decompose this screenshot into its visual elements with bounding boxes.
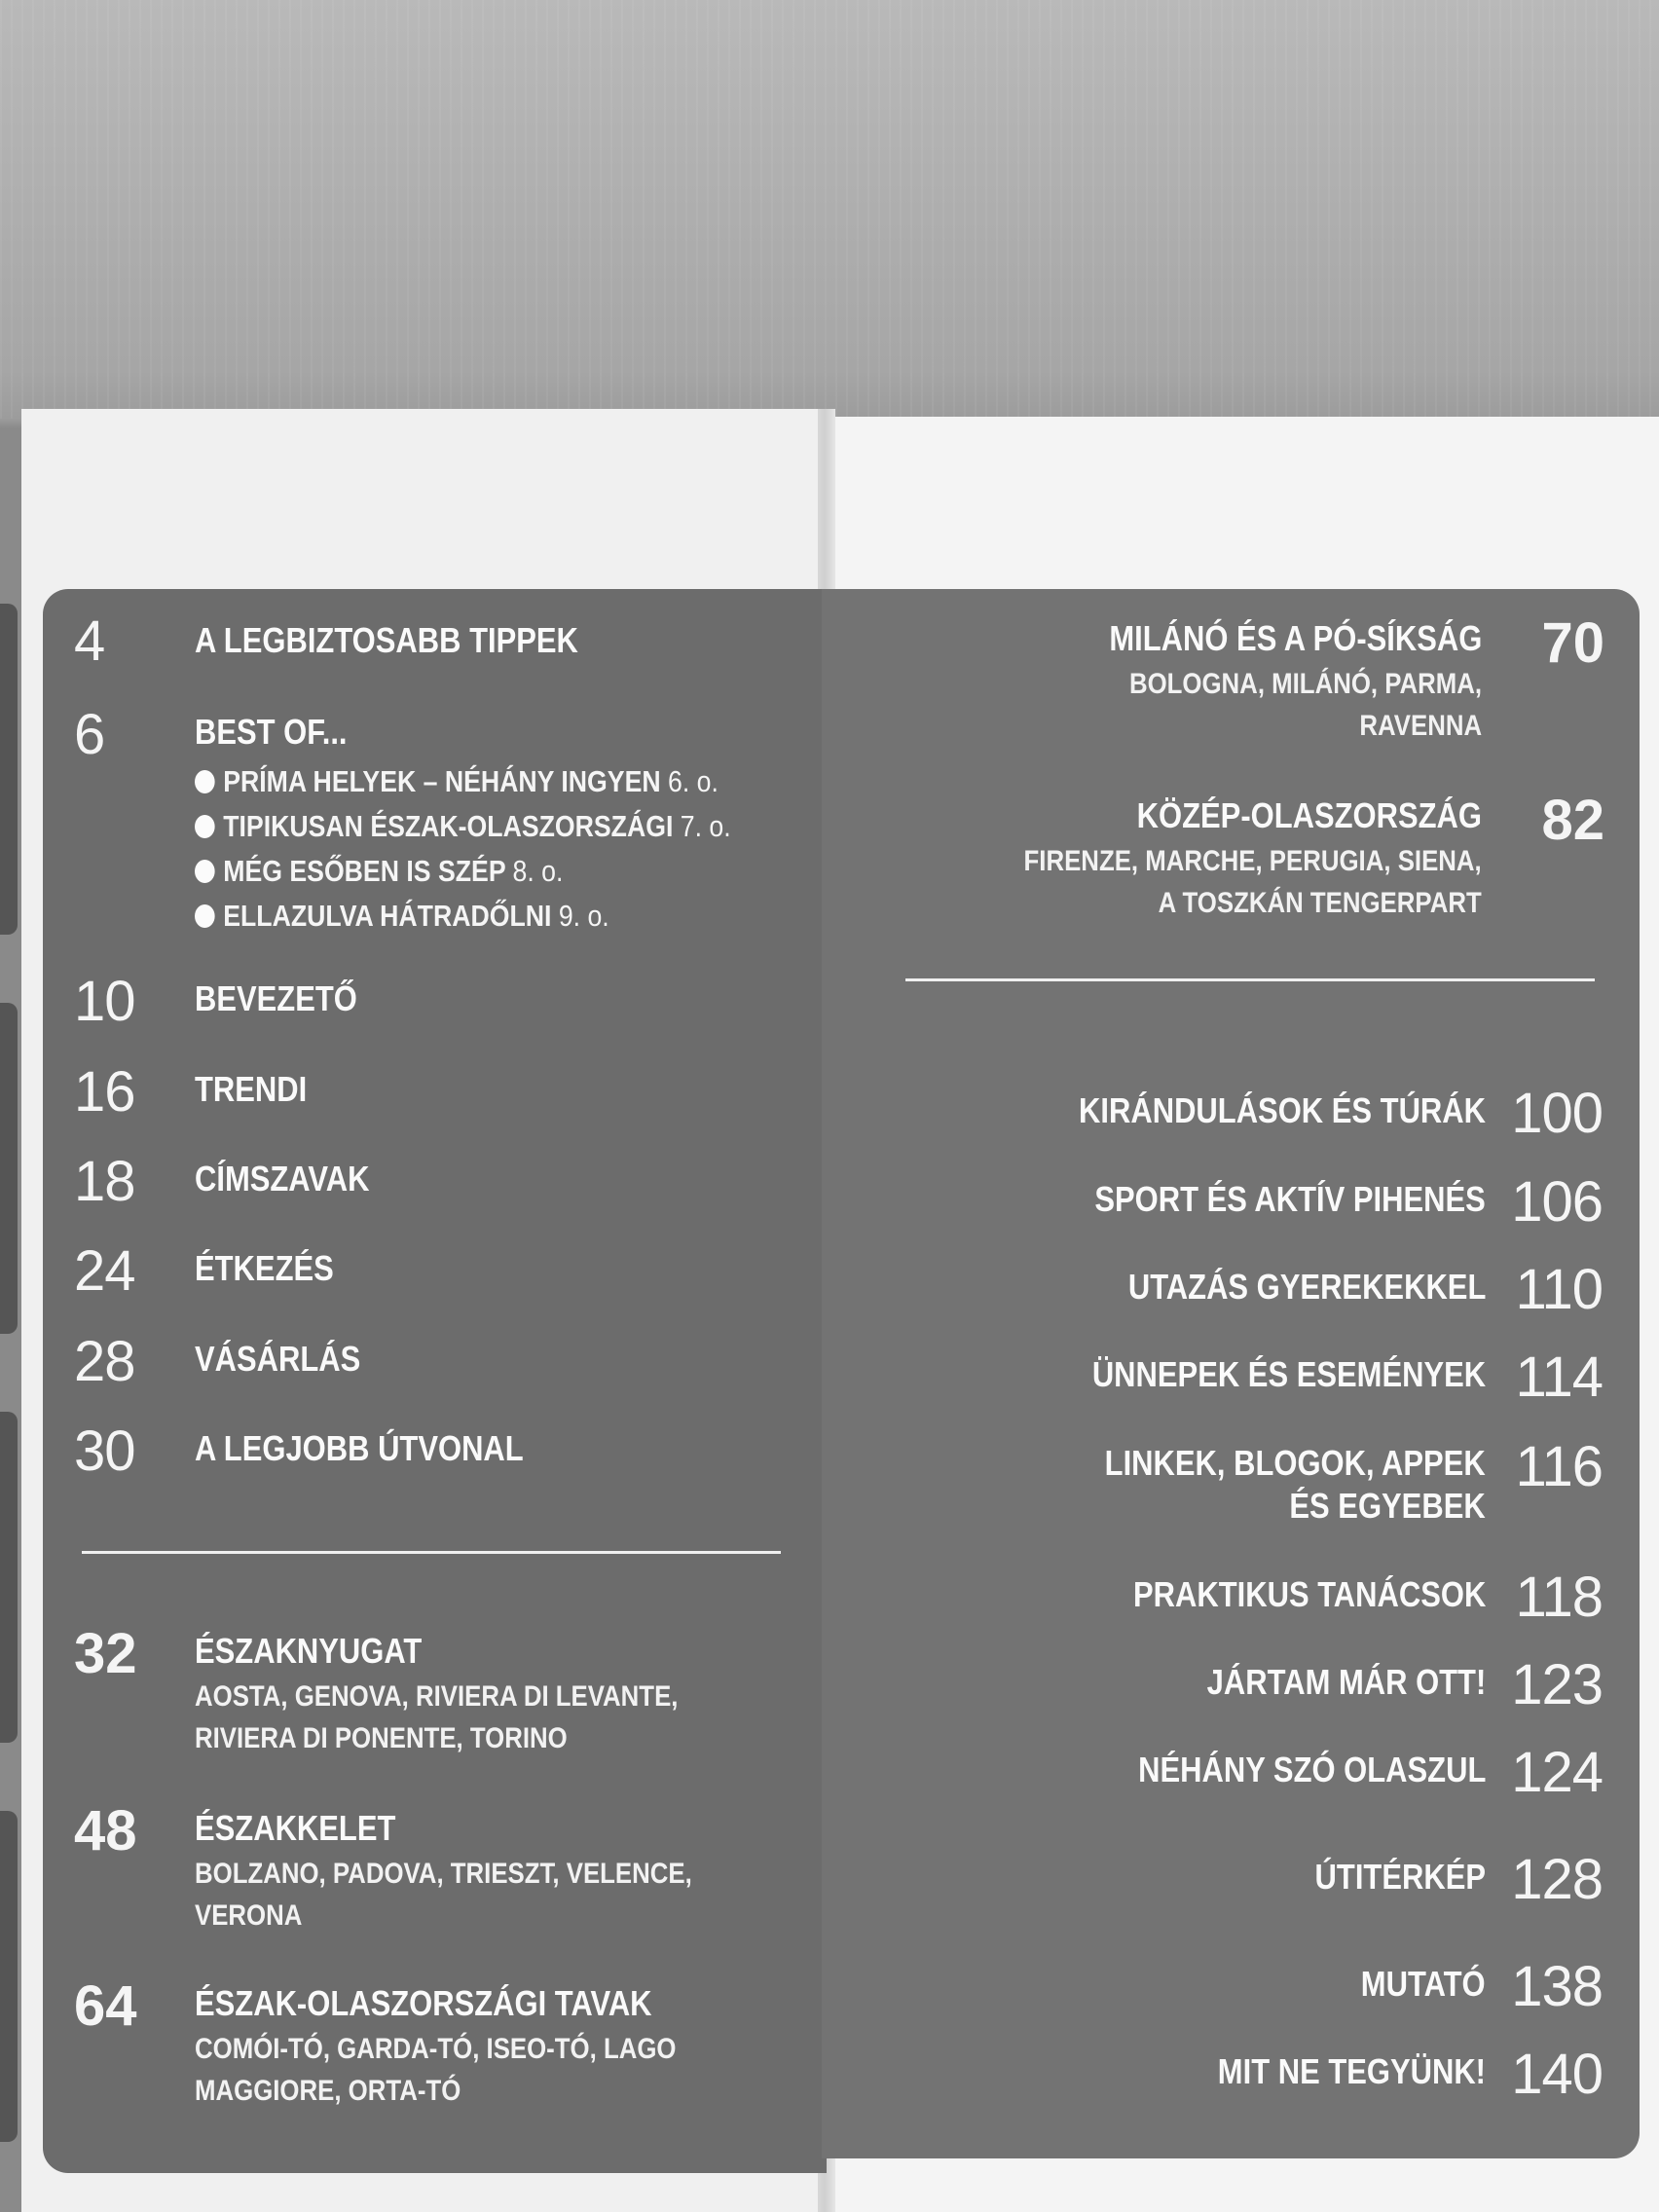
best-of-label: PRÍMA HELYEK – NÉHÁNY INGYEN bbox=[223, 764, 661, 798]
toc-page-number: 128 bbox=[1511, 1848, 1603, 1911]
toc-entry-title[interactable]: A LEGJOBB ÚTVONAL bbox=[195, 1428, 524, 1468]
places-line: VERONA bbox=[195, 1899, 303, 1932]
entry-line: MUTATÓ bbox=[1361, 1964, 1486, 2004]
toc-page-number: 118 bbox=[1515, 1566, 1603, 1629]
toc-region-title[interactable]: ÉSZAKNYUGAT bbox=[195, 1631, 423, 1671]
toc-region-places bbox=[195, 1676, 678, 1759]
toc-region-places bbox=[195, 1853, 692, 1936]
entry-line: KIRÁNDULÁSOK ÉS TÚRÁK bbox=[1079, 1090, 1486, 1130]
toc-region-title[interactable]: KÖZÉP-OLASZORSZÁG bbox=[1136, 795, 1482, 835]
toc-entry-title[interactable] bbox=[1138, 1750, 1486, 1790]
best-of-page: 7. o. bbox=[680, 809, 731, 843]
toc-entry-title[interactable] bbox=[1079, 1090, 1486, 1131]
toc-region-places bbox=[195, 2028, 676, 2112]
toc-entry-title[interactable] bbox=[1218, 2051, 1486, 2092]
toc-entry-title[interactable] bbox=[1127, 1267, 1486, 1308]
toc-page-number: 32 bbox=[74, 1622, 137, 1685]
toc-entry-title[interactable] bbox=[1315, 1857, 1486, 1898]
places-line: COMÓI-TÓ, GARDA-TÓ, ISEO-TÓ, LAGO bbox=[195, 2033, 677, 2065]
places-line: BOLZANO, PADOVA, TRIESZT, VELENCE, bbox=[195, 1858, 692, 1890]
toc-entry-title[interactable] bbox=[1206, 1662, 1486, 1703]
toc-entry-title[interactable]: ÉTKEZÉS bbox=[195, 1248, 334, 1288]
entry-line: LINKEK, BLOGOK, APPEK bbox=[1104, 1443, 1486, 1483]
toc-page-number: 6 bbox=[74, 703, 105, 766]
entry-line: ÉS EGYEBEK bbox=[1289, 1486, 1486, 1526]
toc-page-number: 24 bbox=[74, 1239, 135, 1303]
toc-page-number: 114 bbox=[1515, 1346, 1603, 1409]
toc-page-number: 28 bbox=[74, 1330, 135, 1393]
toc-page-number: 48 bbox=[74, 1799, 137, 1862]
toc-page-number: 64 bbox=[74, 1974, 137, 2038]
toc-region-places bbox=[1024, 840, 1482, 924]
toc-page-number: 70 bbox=[1541, 611, 1604, 675]
toc-entry-title[interactable] bbox=[1095, 1179, 1486, 1220]
best-of-item[interactable] bbox=[195, 854, 563, 889]
toc-page-number: 10 bbox=[74, 970, 135, 1033]
section-divider bbox=[905, 978, 1595, 981]
entry-line: JÁRTAM MÁR OTT! bbox=[1206, 1662, 1486, 1702]
places-line: A TOSZKÁN TENGERPART bbox=[1158, 887, 1482, 919]
toc-region-places bbox=[1129, 663, 1482, 747]
entry-line: SPORT ÉS AKTÍV PIHENÉS bbox=[1094, 1179, 1486, 1219]
best-of-label: MÉG ESŐBEN IS SZÉP bbox=[223, 854, 506, 888]
toc-page-number: 116 bbox=[1515, 1435, 1603, 1498]
left-contents-panel bbox=[43, 589, 827, 2173]
places-line: FIRENZE, MARCHE, PERUGIA, SIENA, bbox=[1023, 845, 1482, 877]
toc-region-title[interactable]: ÉSZAK-OLASZORSZÁGI TAVAK bbox=[195, 1983, 652, 2023]
toc-page-number: 138 bbox=[1511, 1955, 1603, 2018]
best-of-item[interactable] bbox=[195, 809, 731, 844]
toc-entry-title[interactable]: VÁSÁRLÁS bbox=[195, 1339, 361, 1379]
best-of-item[interactable] bbox=[195, 764, 719, 799]
toc-region-title[interactable]: ÉSZAKKELET bbox=[195, 1808, 396, 1848]
toc-page-number: 124 bbox=[1511, 1741, 1603, 1804]
section-divider bbox=[82, 1551, 781, 1554]
toc-entry-title[interactable]: A LEGBIZTOSABB TIPPEK bbox=[195, 620, 578, 660]
best-of-label: TIPIKUSAN ÉSZAK-OLASZORSZÁGI bbox=[223, 809, 674, 843]
best-of-label: ELLAZULVA HÁTRADŐLNI bbox=[223, 899, 552, 933]
background-texture bbox=[0, 0, 1659, 419]
entry-line: MIT NE TEGYÜNK! bbox=[1217, 2051, 1486, 2091]
right-contents-panel bbox=[822, 589, 1640, 2158]
left-page-edge-thumbnails bbox=[0, 409, 21, 2212]
best-of-page: 8. o. bbox=[512, 854, 564, 888]
toc-page-number: 110 bbox=[1515, 1258, 1603, 1321]
toc-page-number: 140 bbox=[1511, 2043, 1603, 2106]
entry-line: UTAZÁS GYEREKEKKEL bbox=[1127, 1267, 1486, 1307]
toc-entry-title[interactable]: TRENDI bbox=[195, 1069, 308, 1109]
toc-page-number: 82 bbox=[1541, 789, 1604, 852]
toc-page-number: 4 bbox=[74, 609, 105, 673]
entry-line: NÉHÁNY SZÓ OLASZUL bbox=[1137, 1750, 1486, 1789]
toc-entry-title[interactable] bbox=[1361, 1964, 1486, 2005]
toc-entry-title[interactable]: CÍMSZAVAK bbox=[195, 1159, 370, 1198]
entry-line: ÜNNEPEK ÉS ESEMÉNYEK bbox=[1091, 1354, 1486, 1394]
places-line: MAGGIORE, ORTA-TÓ bbox=[195, 2075, 461, 2107]
places-line: BOLOGNA, MILÁNÓ, PARMA, bbox=[1128, 668, 1482, 700]
bullet-icon bbox=[195, 904, 215, 928]
bullet-icon bbox=[195, 815, 215, 838]
best-of-item[interactable] bbox=[195, 899, 609, 934]
places-line: RIVIERA DI PONENTE, TORINO bbox=[195, 1722, 568, 1754]
toc-page-number: 100 bbox=[1511, 1082, 1603, 1145]
toc-page-number: 30 bbox=[74, 1419, 135, 1483]
entry-line: ÚTITÉRKÉP bbox=[1314, 1857, 1486, 1897]
toc-entry-title[interactable]: BEVEZETŐ bbox=[195, 978, 357, 1018]
toc-page-number: 16 bbox=[74, 1060, 135, 1124]
toc-entry-title[interactable]: BEST OF... bbox=[195, 712, 348, 752]
bullet-icon bbox=[195, 770, 215, 793]
places-line: AOSTA, GENOVA, RIVIERA DI LEVANTE, bbox=[195, 1680, 679, 1713]
toc-entry-title[interactable] bbox=[1133, 1574, 1486, 1615]
entry-line: PRAKTIKUS TANÁCSOK bbox=[1132, 1574, 1486, 1614]
toc-entry-title[interactable] bbox=[1105, 1442, 1486, 1528]
open-book bbox=[21, 409, 1659, 2212]
best-of-page: 6. o. bbox=[668, 764, 719, 798]
toc-page-number: 18 bbox=[74, 1150, 135, 1213]
toc-page-number: 106 bbox=[1511, 1170, 1603, 1234]
places-line: RAVENNA bbox=[1359, 710, 1482, 742]
bullet-icon bbox=[195, 860, 215, 883]
toc-entry-title[interactable] bbox=[1092, 1354, 1486, 1395]
toc-region-title[interactable]: MILÁNÓ ÉS A PÓ-SÍKSÁG bbox=[1108, 618, 1482, 658]
toc-page-number: 123 bbox=[1511, 1653, 1603, 1716]
best-of-page: 9. o. bbox=[558, 899, 609, 933]
